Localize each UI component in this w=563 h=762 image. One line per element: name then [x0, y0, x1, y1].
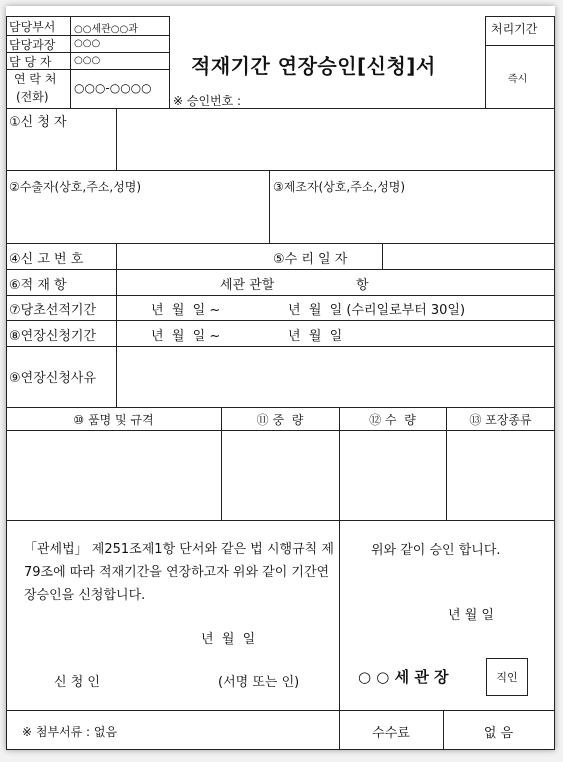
- extension-reason-label: ⑨연장신청사유: [9, 371, 97, 386]
- approval-text: 위와 같이 승인 합니다.: [371, 543, 501, 558]
- declaration-date: 년 월 일: [201, 632, 256, 647]
- contact-label-phone: (전화): [16, 90, 49, 104]
- contact-value: ○○○-○○○○: [74, 81, 152, 95]
- report-number-label: ④신 고 번 호: [9, 252, 84, 267]
- contact-label: 연 락 처: [14, 72, 57, 86]
- declaration-text: 「관세법」 제251조제1항 단서와 같은 법 시행규칙 제79조에 따라 적재기간을 연장하고자 위와 같이 기간연장승인을 신청합니다.: [24, 542, 334, 603]
- goods-column-quantity: ⑫ 수 량: [369, 413, 416, 427]
- goods-column-weight: ⑪ 중 량: [256, 413, 304, 427]
- loading-port-label: ⑥적 재 항: [9, 278, 67, 293]
- section-label: 담당과장: [9, 38, 56, 52]
- manufacturer-label: ③제조자(상호,주소,성명): [273, 180, 406, 194]
- extension-period-label: ⑧연장신청기간: [9, 329, 97, 344]
- customs-chief: ○ ○ 세 관 장: [358, 668, 449, 686]
- loading-port-customs: 세관 관할: [220, 278, 275, 293]
- initial-period-from: 년 월 일 ~: [151, 303, 221, 318]
- accept-date-label: ⑤수 리 일 자: [273, 252, 348, 267]
- attachment-note: ※ 첨부서류 : 없음: [22, 725, 118, 739]
- approval-date: 년 월 일: [448, 608, 494, 623]
- fee-label: 수수료: [372, 726, 410, 741]
- fee-value: 없 음: [483, 726, 514, 741]
- staff-label: 담 당 자: [9, 55, 52, 69]
- extension-period-to: 년 월 일: [288, 329, 343, 344]
- initial-period-label: ⑦당초선적기간: [9, 303, 97, 318]
- dept-label: 담당부서: [9, 20, 56, 34]
- section-value: ○○○: [74, 38, 101, 49]
- form-title: 적재기간 연장승인[신청]서: [191, 54, 436, 78]
- form-page: [6, 6, 555, 750]
- loading-port-harbor: 항: [356, 278, 369, 293]
- processing-period-value: 즉시: [508, 74, 528, 85]
- goods-column-package: ⑬ 포장종류: [469, 413, 532, 427]
- goods-column-name: ⑩ 품명 및 규격: [73, 413, 154, 427]
- declaration-applicant-label: 신 청 인: [54, 675, 100, 690]
- approval-number-label: ※ 승인번호 :: [173, 94, 242, 108]
- exporter-label: ②수출자(상호,주소,성명): [9, 180, 142, 194]
- staff-value: ○○○: [74, 55, 101, 66]
- processing-period-label: 처리기간: [491, 22, 538, 36]
- official-seal-box: 직인: [486, 658, 528, 696]
- extension-period-from: 년 월 일 ~: [151, 329, 221, 344]
- initial-period-to: 년 월 일 (수리일로부터 30일): [288, 303, 466, 318]
- dept-value: ○○세관○○과: [74, 24, 138, 35]
- applicant-label: ①신 청 자: [9, 115, 67, 130]
- declaration-signature-label: (서명 또는 인): [218, 675, 300, 690]
